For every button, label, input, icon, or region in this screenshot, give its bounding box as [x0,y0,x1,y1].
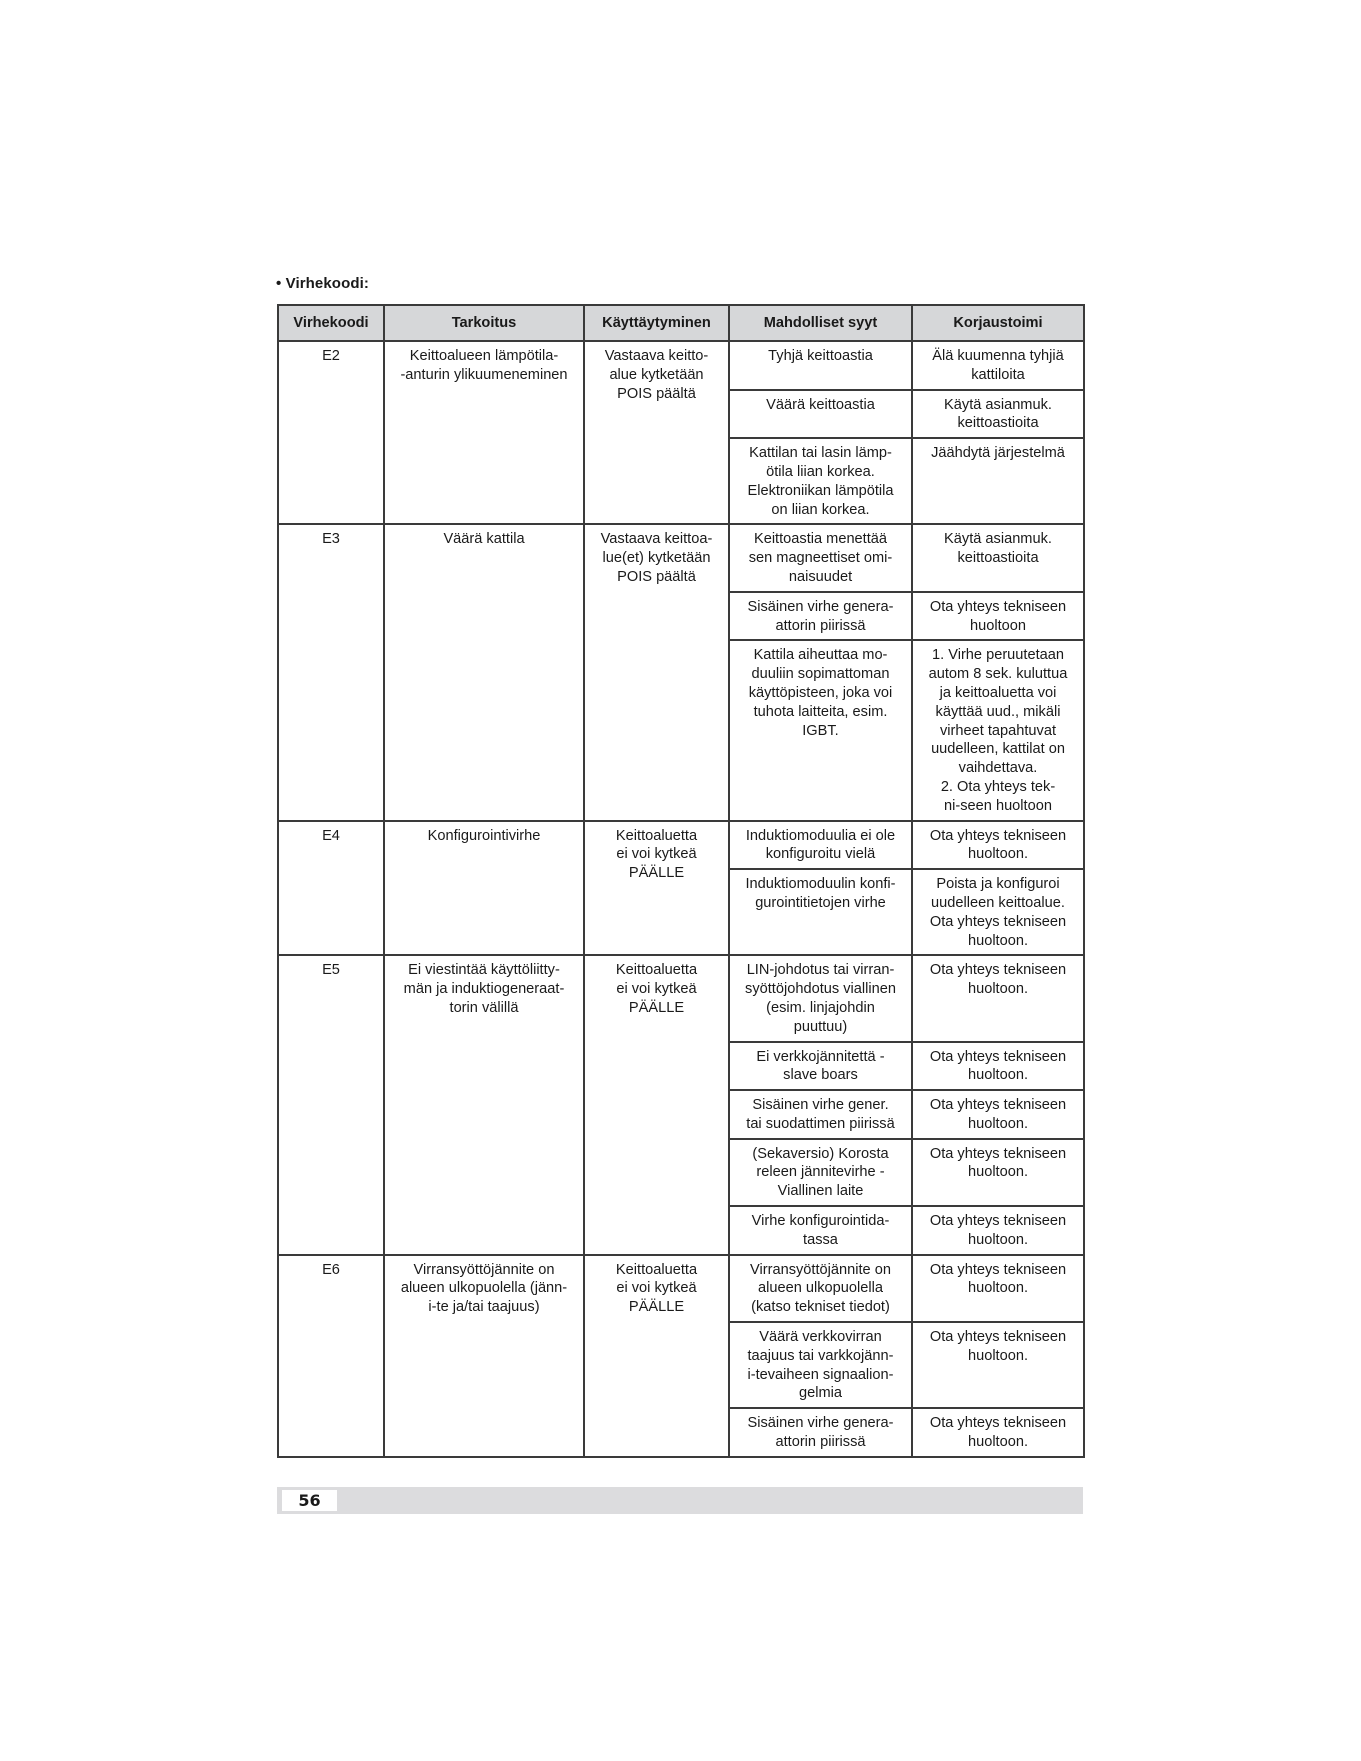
fix-cell: Ota yhteys tekniseen huoltoon. [912,1206,1084,1255]
error-code-cell: E3 [278,524,384,820]
cause-cell: Induktiomoduulin konfi- gurointitietojen virhe [729,869,912,955]
cause-cell: LIN-johdotus tai virran- syöttöjohdotus viallinen (esim. linjajohdin puuttuu) [729,955,912,1041]
cause-cell: Keittoastia menettää sen magneettiset omi- naisuudet [729,524,912,591]
fix-cell: Ota yhteys tekniseen huoltoon. [912,1322,1084,1408]
page-number: 56 [282,1490,337,1511]
table-row [278,821,1084,870]
fix-cell: Ota yhteys tekniseen huoltoon. [912,821,1084,870]
column-header-purpose: Tarkoitus [384,305,584,341]
fix-cell: Ota yhteys tekniseen huoltoon. [912,1255,1084,1322]
cause-cell: Virransyöttöjännite on alueen ulkopuolella (katso tekniset tiedot) [729,1255,912,1322]
cause-cell: Kattila aiheuttaa mo- duuliin sopimattoman käyttöpisteen, joka voi tuhota laitteita, esim. IGBT. [729,640,912,820]
column-header-code: Virhekoodi [278,305,384,341]
cause-cell: Kattilan tai lasin lämp- ötila liian korkea. Elektroniikan lämpötila on liian korkea. [729,438,912,524]
fix-cell: 1. Virhe peruutetaan autom 8 sek. kuluttua ja keittoaluetta voi käyttää uud., mikäli virheet tapahtuvat uudelleen, kattilat on vaihdettava. 2. Ota yhteys tek- ni-seen huoltoon [912,640,1084,820]
fix-cell: Käytä asianmuk. keittoastioita [912,390,1084,439]
fix-cell: Jäähdytä järjestelmä [912,438,1084,524]
cause-cell: Sisäinen virhe genera- attorin piirissä [729,592,912,641]
cause-cell: Ei verkkojännitettä - slave boars [729,1042,912,1091]
fix-cell: Ota yhteys tekniseen huoltoon [912,592,1084,641]
table-row [278,1255,1084,1322]
fix-cell: Ota yhteys tekniseen huoltoon. [912,1139,1084,1206]
fix-cell: Ota yhteys tekniseen huoltoon. [912,1090,1084,1139]
behavior-cell: Vastaava keittoa- lue(et) kytketään POIS päältä [584,524,729,820]
error-code-cell: E5 [278,955,384,1254]
cause-cell: Induktiomoduulia ei ole konfiguroitu vielä [729,821,912,870]
cause-cell: Väärä keittoastia [729,390,912,439]
behavior-cell: Keittoaluetta ei voi kytkeä PÄÄLLE [584,821,729,956]
error-code-cell: E6 [278,1255,384,1457]
purpose-cell: Konfigurointivirhe [384,821,584,956]
column-header-causes: Mahdolliset syyt [729,305,912,341]
behavior-cell: Keittoaluetta ei voi kytkeä PÄÄLLE [584,1255,729,1457]
behavior-cell: Vastaava keitto- alue kytketään POIS päältä [584,341,729,524]
section-heading: • Virhekoodi: [276,275,369,292]
fix-cell: Ota yhteys tekniseen huoltoon. [912,955,1084,1041]
page-footer-bar [277,1487,1083,1514]
cause-cell: (Sekaversio) Korosta releen jännitevirhe - Viallinen laite [729,1139,912,1206]
fix-cell: Ota yhteys tekniseen huoltoon. [912,1408,1084,1457]
purpose-cell: Väärä kattila [384,524,584,820]
table-row [278,524,1084,591]
table-row [278,341,1084,390]
error-code-cell: E4 [278,821,384,956]
cause-cell: Virhe konfigurointida- tassa [729,1206,912,1255]
error-code-table [277,304,1085,1458]
column-header-behavior: Käyttäytyminen [584,305,729,341]
table-row [278,955,1084,1041]
fix-cell: Älä kuumenna tyhjiä kattiloita [912,341,1084,390]
behavior-cell: Keittoaluetta ei voi kytkeä PÄÄLLE [584,955,729,1254]
cause-cell: Tyhjä keittoastia [729,341,912,390]
cause-cell: Väärä verkkovirran taajuus tai varkkojänn- i-tevaiheen signaalion- gelmia [729,1322,912,1408]
table-header-row [278,305,1084,341]
error-code-cell: E2 [278,341,384,524]
purpose-cell: Keittoalueen lämpötila- -anturin ylikuumeneminen [384,341,584,524]
cause-cell: Sisäinen virhe genera- attorin piirissä [729,1408,912,1457]
purpose-cell: Virransyöttöjännite on alueen ulkopuolella (jänn- i-te ja/tai taajuus) [384,1255,584,1457]
column-header-fix: Korjaustoimi [912,305,1084,341]
cause-cell: Sisäinen virhe gener. tai suodattimen piirissä [729,1090,912,1139]
table-body [278,341,1084,1457]
fix-cell: Poista ja konfiguroi uudelleen keittoalue. Ota yhteys tekniseen huoltoon. [912,869,1084,955]
fix-cell: Ota yhteys tekniseen huoltoon. [912,1042,1084,1091]
purpose-cell: Ei viestintää käyttöliitty- män ja induktiogeneraat- torin välillä [384,955,584,1254]
fix-cell: Käytä asianmuk. keittoastioita [912,524,1084,591]
